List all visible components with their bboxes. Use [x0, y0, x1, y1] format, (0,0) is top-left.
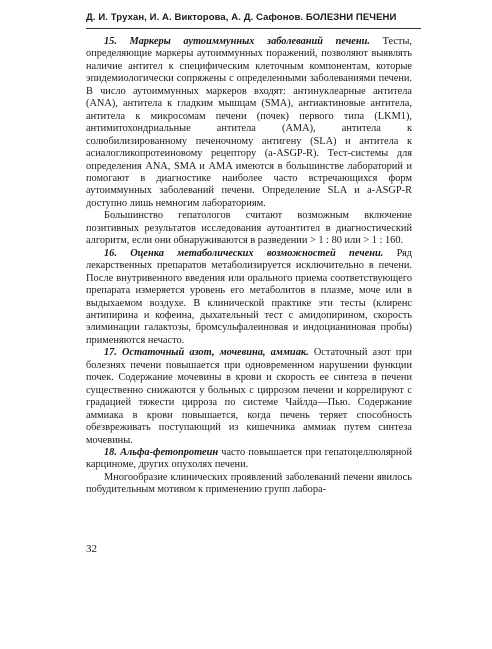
running-head: Д. И. Трухан, И. А. Викторова, А. Д. Сафонов. БОЛЕЗНИ ПЕЧЕНИ [86, 12, 397, 23]
section-heading: 16. Оценка метаболических возможностей печени. [104, 247, 384, 259]
paragraph-text: Большинство гепатологов считают возможным включение позитивных результатов исследования аутоантител в диагностический алгоритм, если они обнаруживаются в разведении > 1 : 80 или > 1 : 160. [86, 210, 412, 247]
header-rule [86, 28, 421, 29]
paragraph-metabolic [86, 248, 412, 348]
paragraph-diversity [86, 472, 412, 497]
section-heading: 15. Маркеры аутоиммунных заболеваний печени. [104, 36, 370, 47]
page-number: 32 [86, 543, 97, 555]
paragraph-nitrogen [86, 347, 412, 447]
paragraph-text: часто повышается при гепатоцеллюлярной карциноме, других опухолях печени. [86, 446, 412, 471]
paragraph-markers [86, 36, 412, 210]
body-text [86, 36, 412, 497]
paragraph-hepatologists [86, 210, 412, 247]
paragraph-text: Остаточный азот при болезнях печени повышается при одновременном нарушении функции почек. Содержание мочевины в крови и скорость ее синтеза в печени существенно снижаются у больных с циррозом печени и коррелируют с градацией тяжести цирроза по системе Чайлда—Пью. Содержание аммиака в крови повышается, когда печень теряет способность обезвреживать поступающий из кишечника аммиак путем синтеза мочевины. [86, 347, 412, 446]
paragraph-afp [86, 447, 412, 472]
paragraph-text: Тесты, определяющие маркеры аутоиммунных поражений, позволяют выявлять наличие антител к специфическим клеточным компонентам, которые эпидемиологически сопряжены с определенными заболеваниями печени. В число аутоиммунных маркеров входят: антинуклеарные антитела (ANA), антитела к гладким мышцам (SMA), антиактиновые антитела, антитела к микросомам печени (почек) первого типа (LKM1), антимитохондриальные антитела (AMA), антитела к солюбилизированному печеночному антигену (SLA) и антитела к асиалогликопротеиновому рецептору (а-ASGP-R). Тест-системы для определения ANA, SMA и AMA имеются в большинстве лабораторий и помогают в диагностике наиболее часто встречающихся форм аутоиммунных заболеваний печени. Определение SLA и а-ASGP-R доступно лишь немногим лабораториям. [86, 36, 412, 209]
paragraph-text: Многообразие клинических проявлений заболеваний печени явилось побудительным мотивом к применению групп лабора- [86, 471, 412, 496]
section-heading: 17. Остаточный азот, мочевина, аммиак. [104, 347, 309, 359]
section-heading: 18. Альфа-фетопротеин [104, 446, 219, 458]
paragraph-text: Ряд лекарственных препаратов метаболизируется исключительно в печени. После внутривенного введения или орального приема соответствующего препарата измеряется уровень его метаболитов в плазме, моче или в выдыхаемом воздухе. В клинической практике эти тесты (клиренс антипирина и кофеина, дыхательный тест с амидопирином, скорость элиминации галактозы, бромсульфалеиновая и индоцианиновая пробы) применяются нечасто. [86, 247, 412, 346]
